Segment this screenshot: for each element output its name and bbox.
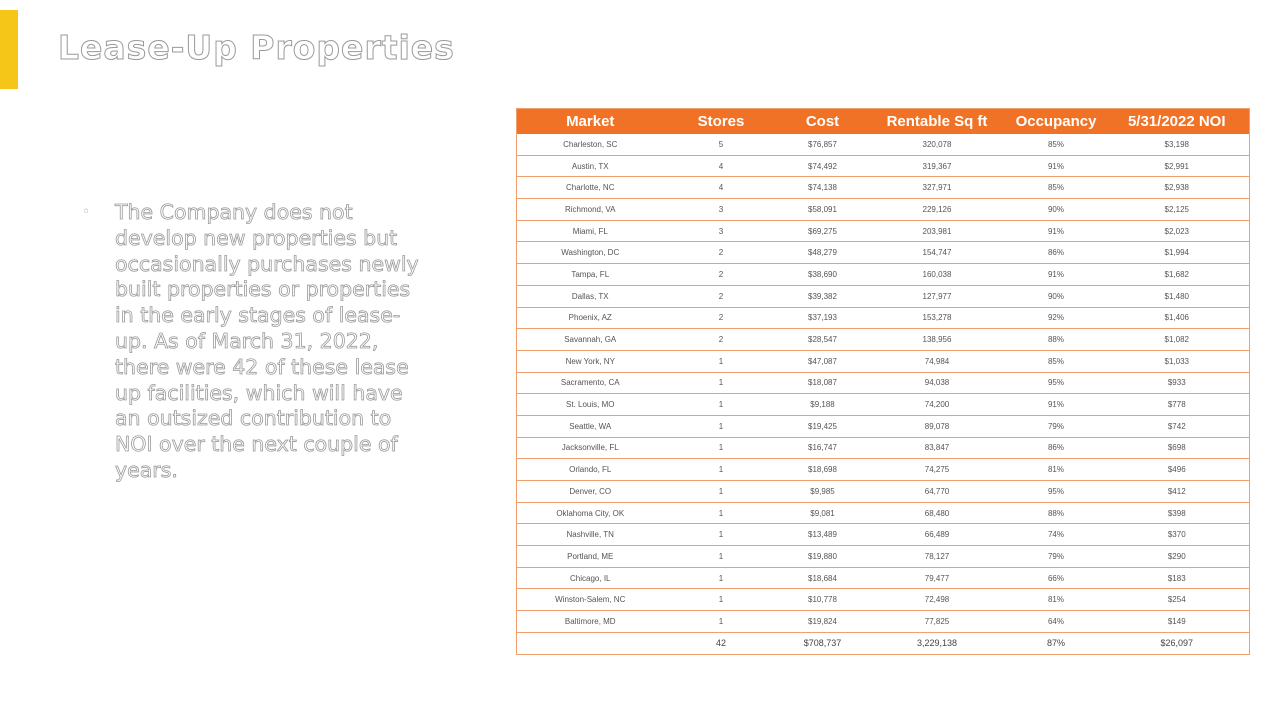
table-row: [517, 459, 1250, 481]
cell-noi: $2,991: [1105, 155, 1250, 177]
cell-market: Tampa, FL: [517, 264, 664, 286]
cell-market: St. Louis, MO: [517, 394, 664, 416]
cell-market: Austin, TX: [517, 155, 664, 177]
cell-rentable-sqft: 153,278: [867, 307, 1008, 329]
cell-noi: $1,033: [1105, 350, 1250, 372]
cell-stores: 1: [664, 437, 779, 459]
cell-rentable-sqft: 229,126: [867, 199, 1008, 221]
cell-rentable-sqft: 83,847: [867, 437, 1008, 459]
table-row: [517, 611, 1250, 633]
cell-stores: 2: [664, 264, 779, 286]
cell-noi: $2,023: [1105, 220, 1250, 242]
cell-cost: $13,489: [779, 524, 867, 546]
cell-rentable-sqft: 203,981: [867, 220, 1008, 242]
cell-cost: $9,985: [779, 481, 867, 503]
cell-occupancy: 90%: [1008, 199, 1105, 221]
cell-stores: 1: [664, 567, 779, 589]
cell-rentable-sqft: 68,480: [867, 502, 1008, 524]
title-accent-bar: [0, 10, 18, 89]
total-cell-cost: $708,737: [779, 632, 867, 654]
cell-cost: $37,193: [779, 307, 867, 329]
cell-market: Dallas, TX: [517, 285, 664, 307]
cell-rentable-sqft: 127,977: [867, 285, 1008, 307]
cell-stores: 4: [664, 177, 779, 199]
cell-occupancy: 91%: [1008, 155, 1105, 177]
cell-stores: 1: [664, 372, 779, 394]
cell-cost: $18,684: [779, 567, 867, 589]
table-row: [517, 372, 1250, 394]
table-row: [517, 307, 1250, 329]
cell-noi: $254: [1105, 589, 1250, 611]
cell-market: New York, NY: [517, 350, 664, 372]
cell-cost: $58,091: [779, 199, 867, 221]
table-row: [517, 502, 1250, 524]
cell-market: Winston-Salem, NC: [517, 589, 664, 611]
cell-occupancy: 91%: [1008, 220, 1105, 242]
cell-cost: $74,492: [779, 155, 867, 177]
cell-market: Phoenix, AZ: [517, 307, 664, 329]
cell-noi: $1,682: [1105, 264, 1250, 286]
cell-stores: 1: [664, 589, 779, 611]
cell-noi: $290: [1105, 546, 1250, 568]
cell-rentable-sqft: 74,984: [867, 350, 1008, 372]
cell-occupancy: 74%: [1008, 524, 1105, 546]
cell-stores: 1: [664, 524, 779, 546]
cell-market: Denver, CO: [517, 481, 664, 503]
cell-stores: 3: [664, 220, 779, 242]
cell-occupancy: 95%: [1008, 481, 1105, 503]
cell-rentable-sqft: 64,770: [867, 481, 1008, 503]
total-cell-market: [517, 632, 664, 654]
cell-market: Jacksonville, FL: [517, 437, 664, 459]
header-rentable-sqft: Rentable Sq ft: [867, 109, 1008, 135]
cell-cost: $38,690: [779, 264, 867, 286]
header-occupancy: Occupancy: [1008, 109, 1105, 135]
cell-cost: $47,087: [779, 350, 867, 372]
cell-noi: $742: [1105, 415, 1250, 437]
table-row: [517, 546, 1250, 568]
cell-occupancy: 81%: [1008, 459, 1105, 481]
table-row: [517, 285, 1250, 307]
cell-occupancy: 66%: [1008, 567, 1105, 589]
cell-market: Seattle, WA: [517, 415, 664, 437]
cell-market: Savannah, GA: [517, 329, 664, 351]
cell-occupancy: 95%: [1008, 372, 1105, 394]
table-header-row: [517, 109, 1250, 135]
cell-stores: 3: [664, 199, 779, 221]
cell-market: Washington, DC: [517, 242, 664, 264]
table-row: [517, 524, 1250, 546]
cell-rentable-sqft: 77,825: [867, 611, 1008, 633]
cell-cost: $9,081: [779, 502, 867, 524]
cell-cost: $19,425: [779, 415, 867, 437]
cell-stores: 2: [664, 242, 779, 264]
total-cell-rentable-sqft: 3,229,138: [867, 632, 1008, 654]
cell-rentable-sqft: 66,489: [867, 524, 1008, 546]
cell-market: Charleston, SC: [517, 134, 664, 155]
cell-noi: $370: [1105, 524, 1250, 546]
table-row: [517, 134, 1250, 155]
cell-cost: $69,275: [779, 220, 867, 242]
cell-market: Sacramento, CA: [517, 372, 664, 394]
cell-occupancy: 86%: [1008, 437, 1105, 459]
cell-noi: $1,082: [1105, 329, 1250, 351]
table-row: [517, 415, 1250, 437]
cell-rentable-sqft: 320,078: [867, 134, 1008, 155]
cell-occupancy: 85%: [1008, 350, 1105, 372]
table-row: [517, 437, 1250, 459]
cell-noi: $398: [1105, 502, 1250, 524]
cell-occupancy: 85%: [1008, 177, 1105, 199]
cell-cost: $18,087: [779, 372, 867, 394]
header-stores: Stores: [664, 109, 779, 135]
cell-noi: $412: [1105, 481, 1250, 503]
cell-cost: $10,778: [779, 589, 867, 611]
cell-stores: 1: [664, 415, 779, 437]
cell-stores: 2: [664, 285, 779, 307]
cell-rentable-sqft: 72,498: [867, 589, 1008, 611]
cell-occupancy: 91%: [1008, 264, 1105, 286]
table-body: [517, 134, 1250, 654]
cell-occupancy: 91%: [1008, 394, 1105, 416]
cell-noi: $149: [1105, 611, 1250, 633]
cell-noi: $698: [1105, 437, 1250, 459]
cell-noi: $1,480: [1105, 285, 1250, 307]
cell-cost: $19,824: [779, 611, 867, 633]
cell-noi: $2,938: [1105, 177, 1250, 199]
cell-rentable-sqft: 89,078: [867, 415, 1008, 437]
table-row: [517, 199, 1250, 221]
cell-market: Orlando, FL: [517, 459, 664, 481]
cell-stores: 2: [664, 307, 779, 329]
circle-bullet-icon: ◦: [82, 204, 91, 220]
cell-stores: 1: [664, 546, 779, 568]
cell-stores: 4: [664, 155, 779, 177]
cell-market: Portland, ME: [517, 546, 664, 568]
total-cell-noi: $26,097: [1105, 632, 1250, 654]
table-row: [517, 329, 1250, 351]
bullet-paragraph: [82, 200, 432, 484]
cell-cost: $74,138: [779, 177, 867, 199]
table-total-row: [517, 632, 1250, 654]
cell-rentable-sqft: 160,038: [867, 264, 1008, 286]
cell-occupancy: 92%: [1008, 307, 1105, 329]
header-noi: 5/31/2022 NOI: [1105, 109, 1250, 135]
table-row: [517, 220, 1250, 242]
total-cell-occupancy: 87%: [1008, 632, 1105, 654]
cell-cost: $48,279: [779, 242, 867, 264]
cell-occupancy: 88%: [1008, 329, 1105, 351]
total-cell-stores: 42: [664, 632, 779, 654]
cell-occupancy: 79%: [1008, 415, 1105, 437]
cell-cost: $9,188: [779, 394, 867, 416]
cell-stores: 1: [664, 481, 779, 503]
cell-market: Charlotte, NC: [517, 177, 664, 199]
cell-noi: $933: [1105, 372, 1250, 394]
cell-occupancy: 79%: [1008, 546, 1105, 568]
table-row: [517, 350, 1250, 372]
cell-rentable-sqft: 154,747: [867, 242, 1008, 264]
cell-noi: $1,994: [1105, 242, 1250, 264]
cell-stores: 1: [664, 350, 779, 372]
header-cost: Cost: [779, 109, 867, 135]
cell-rentable-sqft: 78,127: [867, 546, 1008, 568]
cell-stores: 1: [664, 502, 779, 524]
cell-cost: $28,547: [779, 329, 867, 351]
table-row: [517, 242, 1250, 264]
cell-stores: 1: [664, 394, 779, 416]
cell-occupancy: 81%: [1008, 589, 1105, 611]
cell-cost: $19,880: [779, 546, 867, 568]
cell-occupancy: 64%: [1008, 611, 1105, 633]
cell-stores: 1: [664, 459, 779, 481]
header-market: Market: [517, 109, 664, 135]
cell-noi: $496: [1105, 459, 1250, 481]
cell-stores: 1: [664, 611, 779, 633]
cell-cost: $16,747: [779, 437, 867, 459]
table-row: [517, 481, 1250, 503]
cell-rentable-sqft: 74,275: [867, 459, 1008, 481]
cell-stores: 5: [664, 134, 779, 155]
lease-up-table: [516, 108, 1250, 655]
cell-occupancy: 88%: [1008, 502, 1105, 524]
table-row: [517, 567, 1250, 589]
cell-market: Chicago, IL: [517, 567, 664, 589]
cell-cost: $76,857: [779, 134, 867, 155]
table-row: [517, 264, 1250, 286]
cell-rentable-sqft: 327,971: [867, 177, 1008, 199]
cell-rentable-sqft: 319,367: [867, 155, 1008, 177]
cell-noi: $778: [1105, 394, 1250, 416]
cell-occupancy: 90%: [1008, 285, 1105, 307]
cell-rentable-sqft: 74,200: [867, 394, 1008, 416]
cell-noi: $183: [1105, 567, 1250, 589]
cell-noi: $2,125: [1105, 199, 1250, 221]
cell-rentable-sqft: 79,477: [867, 567, 1008, 589]
bullet-text: The Company does not develop new properties but occasionally purchases newly built properties or properties in the early stages of lease-up. As of March 31, 2022, there were 42 of these lease up facilities, which will have an outsized contribution to NOI over the next couple of years.: [115, 200, 419, 482]
page-title: Lease-Up Properties: [58, 28, 455, 67]
cell-market: Oklahoma City, OK: [517, 502, 664, 524]
cell-noi: $1,406: [1105, 307, 1250, 329]
table-row: [517, 155, 1250, 177]
cell-stores: 2: [664, 329, 779, 351]
cell-cost: $39,382: [779, 285, 867, 307]
cell-rentable-sqft: 138,956: [867, 329, 1008, 351]
table-row: [517, 589, 1250, 611]
cell-occupancy: 85%: [1008, 134, 1105, 155]
cell-noi: $3,198: [1105, 134, 1250, 155]
cell-market: Nashville, TN: [517, 524, 664, 546]
cell-market: Richmond, VA: [517, 199, 664, 221]
cell-rentable-sqft: 94,038: [867, 372, 1008, 394]
cell-cost: $18,698: [779, 459, 867, 481]
cell-market: Miami, FL: [517, 220, 664, 242]
cell-market: Baltimore, MD: [517, 611, 664, 633]
cell-occupancy: 86%: [1008, 242, 1105, 264]
table-row: [517, 394, 1250, 416]
table-row: [517, 177, 1250, 199]
